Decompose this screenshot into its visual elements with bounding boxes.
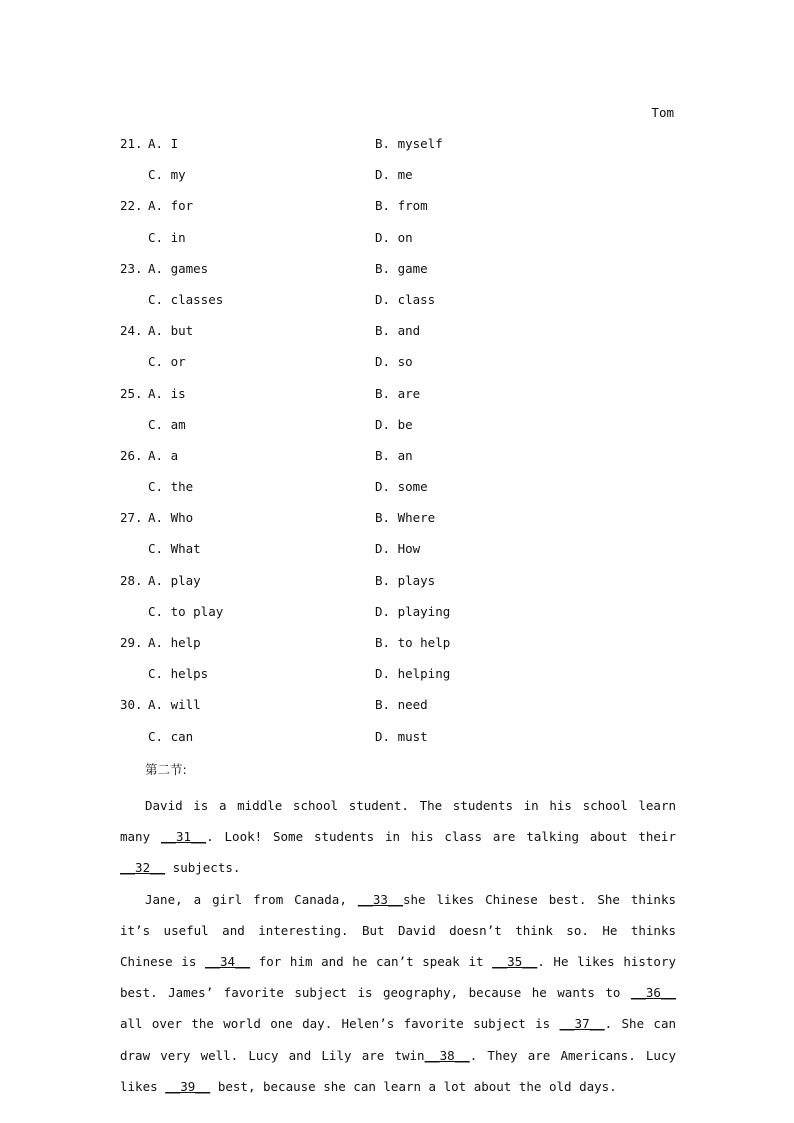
option-b: B. an bbox=[375, 447, 413, 463]
passage-text: . They are Americans. Lucy likes bbox=[120, 1047, 676, 1094]
section-heading: 第二节: bbox=[145, 762, 187, 777]
option-a: A. a bbox=[148, 447, 179, 463]
option-c: C. classes bbox=[148, 291, 224, 307]
option-a: A. will bbox=[148, 697, 201, 713]
passage-text: Jane, a girl from Canada, bbox=[145, 891, 358, 907]
option-b: B. plays bbox=[375, 572, 436, 588]
option-b: B. from bbox=[375, 198, 428, 214]
option-a: A. games bbox=[148, 260, 209, 276]
blank-39: __39__ bbox=[165, 1078, 211, 1094]
question-row bbox=[120, 261, 680, 292]
passage-text: for him and he can’t speak it bbox=[250, 954, 493, 970]
option-c: C. the bbox=[148, 479, 194, 495]
option-c: C. or bbox=[148, 354, 186, 370]
option-d: D. so bbox=[375, 354, 413, 370]
option-a: A. Who bbox=[148, 510, 194, 526]
question-row bbox=[120, 697, 680, 728]
option-c: C. What bbox=[148, 541, 201, 557]
option-a: A. is bbox=[148, 385, 186, 401]
question-row bbox=[120, 323, 680, 354]
question-number: 28. bbox=[120, 572, 143, 588]
signature-text: Tom bbox=[651, 105, 674, 120]
question-number: 27. bbox=[120, 510, 143, 526]
question-list bbox=[120, 136, 680, 760]
question-number: 22. bbox=[120, 198, 143, 214]
question-row bbox=[120, 354, 680, 385]
option-b: B. Where bbox=[375, 510, 436, 526]
blank-33: __33__ bbox=[357, 891, 403, 907]
option-d: D. helping bbox=[375, 666, 451, 682]
option-d: D. must bbox=[375, 728, 428, 744]
option-a: A. for bbox=[148, 198, 194, 214]
option-b: B. myself bbox=[375, 136, 443, 151]
question-row bbox=[120, 666, 680, 697]
question-number: 21. bbox=[120, 136, 143, 151]
blank-35: __35__ bbox=[492, 954, 538, 970]
question-row bbox=[120, 729, 680, 760]
option-c: C. am bbox=[148, 416, 186, 432]
question-row bbox=[120, 136, 680, 167]
option-d: D. How bbox=[375, 541, 421, 557]
question-number: 23. bbox=[120, 260, 143, 276]
question-row bbox=[120, 604, 680, 635]
option-d: D. on bbox=[375, 229, 413, 245]
passage-text: . She can draw very well. Lucy and Lily are twin bbox=[120, 1016, 676, 1063]
reading-passage bbox=[120, 790, 676, 1102]
option-b: B. need bbox=[375, 697, 428, 713]
blank-37: __37__ bbox=[559, 1016, 605, 1032]
option-d: D. me bbox=[375, 167, 413, 183]
passage-text: all over the world one day. Helen’s favorite subject is bbox=[120, 1016, 560, 1032]
question-row bbox=[120, 573, 680, 604]
option-c: C. helps bbox=[148, 666, 209, 682]
blank-36: __36__ bbox=[630, 985, 676, 1001]
passage-text: best, because she can learn a lot about the old days. bbox=[210, 1078, 617, 1094]
option-b: B. are bbox=[375, 385, 421, 401]
question-row bbox=[120, 167, 680, 198]
blank-32: __32__ bbox=[120, 860, 166, 876]
passage-paragraph-2 bbox=[120, 884, 676, 1102]
passage-text: subjects. bbox=[165, 860, 241, 876]
option-d: D. be bbox=[375, 416, 413, 432]
question-number: 30. bbox=[120, 697, 143, 713]
passage-text: . Look! Some students in his class are talking about their bbox=[206, 829, 676, 845]
question-row bbox=[120, 417, 680, 448]
passage-text: . He likes history best. James’ favorite subject is geography, because he wants to bbox=[120, 954, 677, 1001]
question-row bbox=[120, 230, 680, 261]
option-d: D. class bbox=[375, 291, 436, 307]
question-row bbox=[120, 448, 680, 479]
question-row bbox=[120, 479, 680, 510]
question-row bbox=[120, 198, 680, 229]
option-c: C. can bbox=[148, 728, 194, 744]
option-a: A. I bbox=[148, 136, 179, 151]
option-a: A. but bbox=[148, 323, 194, 339]
question-row bbox=[120, 292, 680, 323]
option-b: B. and bbox=[375, 323, 421, 339]
question-number: 24. bbox=[120, 323, 143, 339]
option-c: C. in bbox=[148, 229, 186, 245]
passage-text: David is a middle school student. The students in his school learn many bbox=[120, 798, 676, 845]
question-number: 26. bbox=[120, 447, 143, 463]
option-b: B. to help bbox=[375, 635, 451, 650]
option-c: C. my bbox=[148, 167, 186, 183]
passage-paragraph-1 bbox=[120, 790, 676, 884]
question-row bbox=[120, 386, 680, 417]
blank-31: __31__ bbox=[160, 829, 207, 845]
option-c: C. to play bbox=[148, 603, 224, 619]
question-row bbox=[120, 541, 680, 572]
option-a: A. help bbox=[148, 635, 201, 650]
option-a: A. play bbox=[148, 572, 201, 588]
blank-34: __34__ bbox=[204, 954, 251, 970]
option-b: B. game bbox=[375, 260, 428, 276]
blank-38: __38__ bbox=[424, 1047, 470, 1063]
question-row bbox=[120, 635, 680, 666]
question-number: 25. bbox=[120, 385, 143, 401]
passage-text: she likes Chinese best. She thinks it’s useful and interesting. But David doesn’t think so. He thinks Chinese is bbox=[120, 891, 677, 970]
question-number: 29. bbox=[120, 635, 143, 650]
option-d: D. some bbox=[375, 479, 428, 495]
question-row bbox=[120, 510, 680, 541]
option-d: D. playing bbox=[375, 603, 451, 619]
